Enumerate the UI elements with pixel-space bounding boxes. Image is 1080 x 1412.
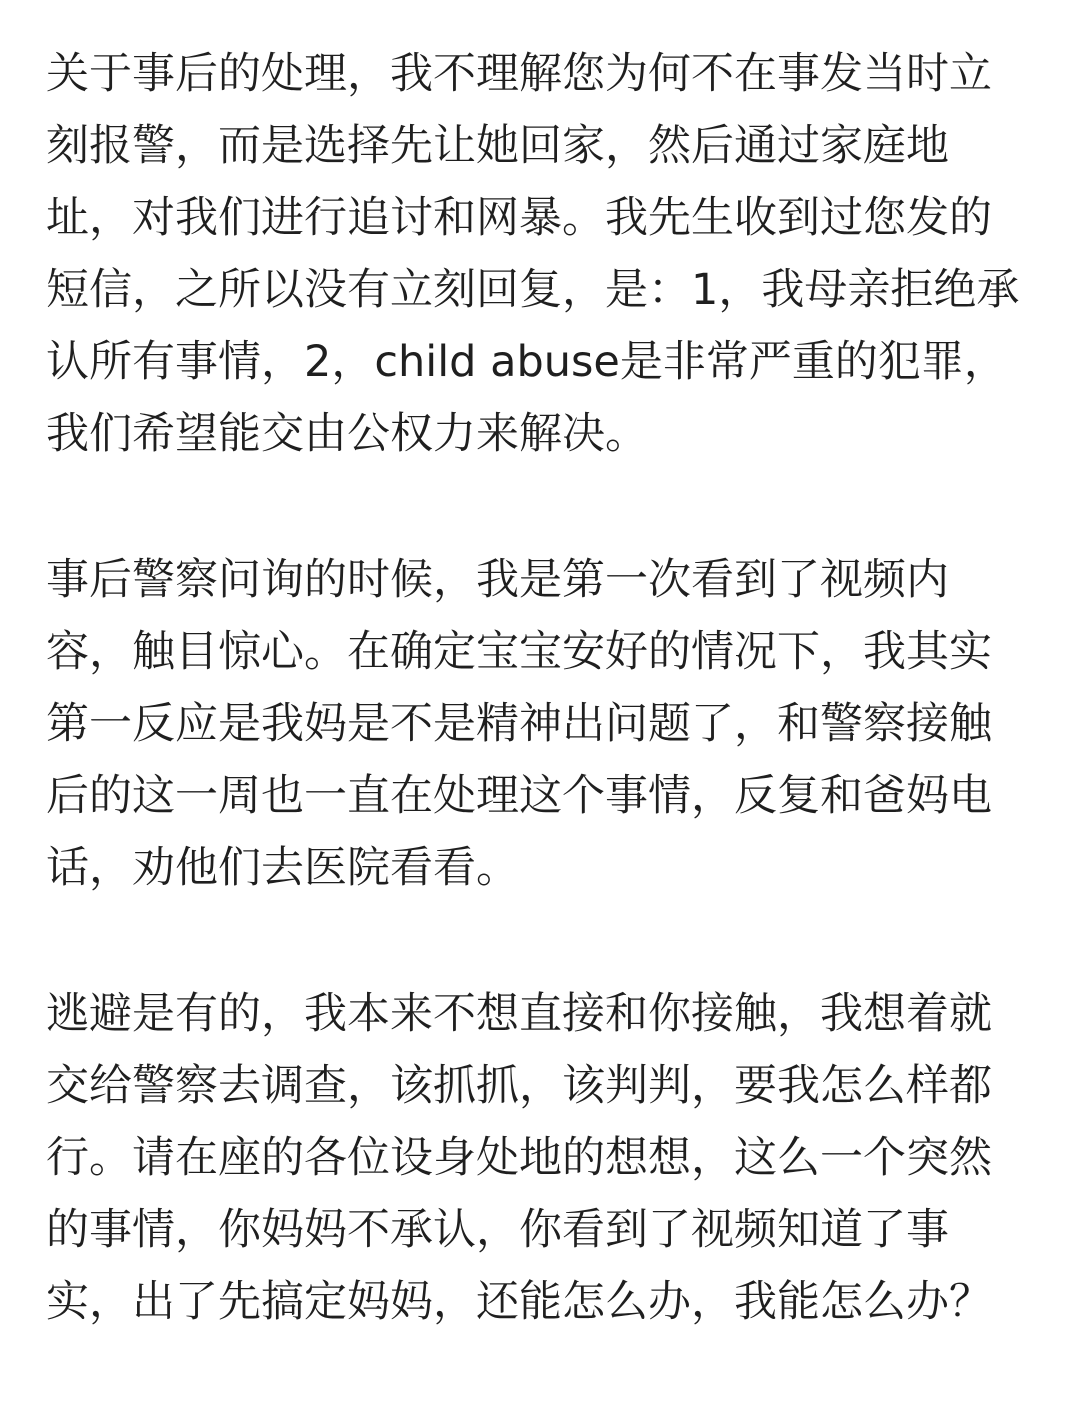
text-line: 实，出了先搞定妈妈，还能怎么办，我能怎么办？ — [46, 1277, 992, 1327]
document-body — [46, 38, 1046, 1412]
paragraph-1 — [46, 38, 1046, 470]
text-line: 事后警察问询的时候，我是第一次看到了视频内 — [46, 555, 949, 605]
text-line: 第一反应是我妈是不是精神出问题了，和警察接触 — [46, 699, 992, 749]
text-line: 逃避是有的，我本来不想直接和你接触，我想着就 — [46, 989, 992, 1039]
text-line: 交给警察去调查，该抓抓，该判判，要我怎么样都 — [46, 1061, 992, 1111]
text-line: 行。请在座的各位设身处地的想想，这么一个突然 — [46, 1133, 992, 1183]
text-line: 短信，之所以没有立刻回复，是：1，我母亲拒绝承 — [46, 265, 1020, 315]
paragraph-2 — [46, 544, 1046, 904]
text-line: 关于事后的处理，我不理解您为何不在事发当时立 — [46, 49, 992, 99]
text-line: 后的这一周也一直在处理这个事情，反复和爸妈电 — [46, 771, 992, 821]
text-line: 话，劝他们去医院看看。 — [46, 843, 519, 893]
text-line: 刻报警，而是选择先让她回家，然后通过家庭地 — [46, 121, 949, 171]
text-line: 的事情，你妈妈不承认，你看到了视频知道了事 — [46, 1205, 949, 1255]
text-line: 我们希望能交由公权力来解决。 — [46, 409, 648, 459]
paragraph-3 — [46, 978, 1046, 1338]
text-line: 址，对我们进行追讨和网暴。我先生收到过您发的 — [46, 193, 992, 243]
text-line: 容，触目惊心。在确定宝宝安好的情况下，我其实 — [46, 627, 992, 677]
text-line: 认所有事情，2，child abuse是非常严重的犯罪， — [46, 337, 1007, 387]
